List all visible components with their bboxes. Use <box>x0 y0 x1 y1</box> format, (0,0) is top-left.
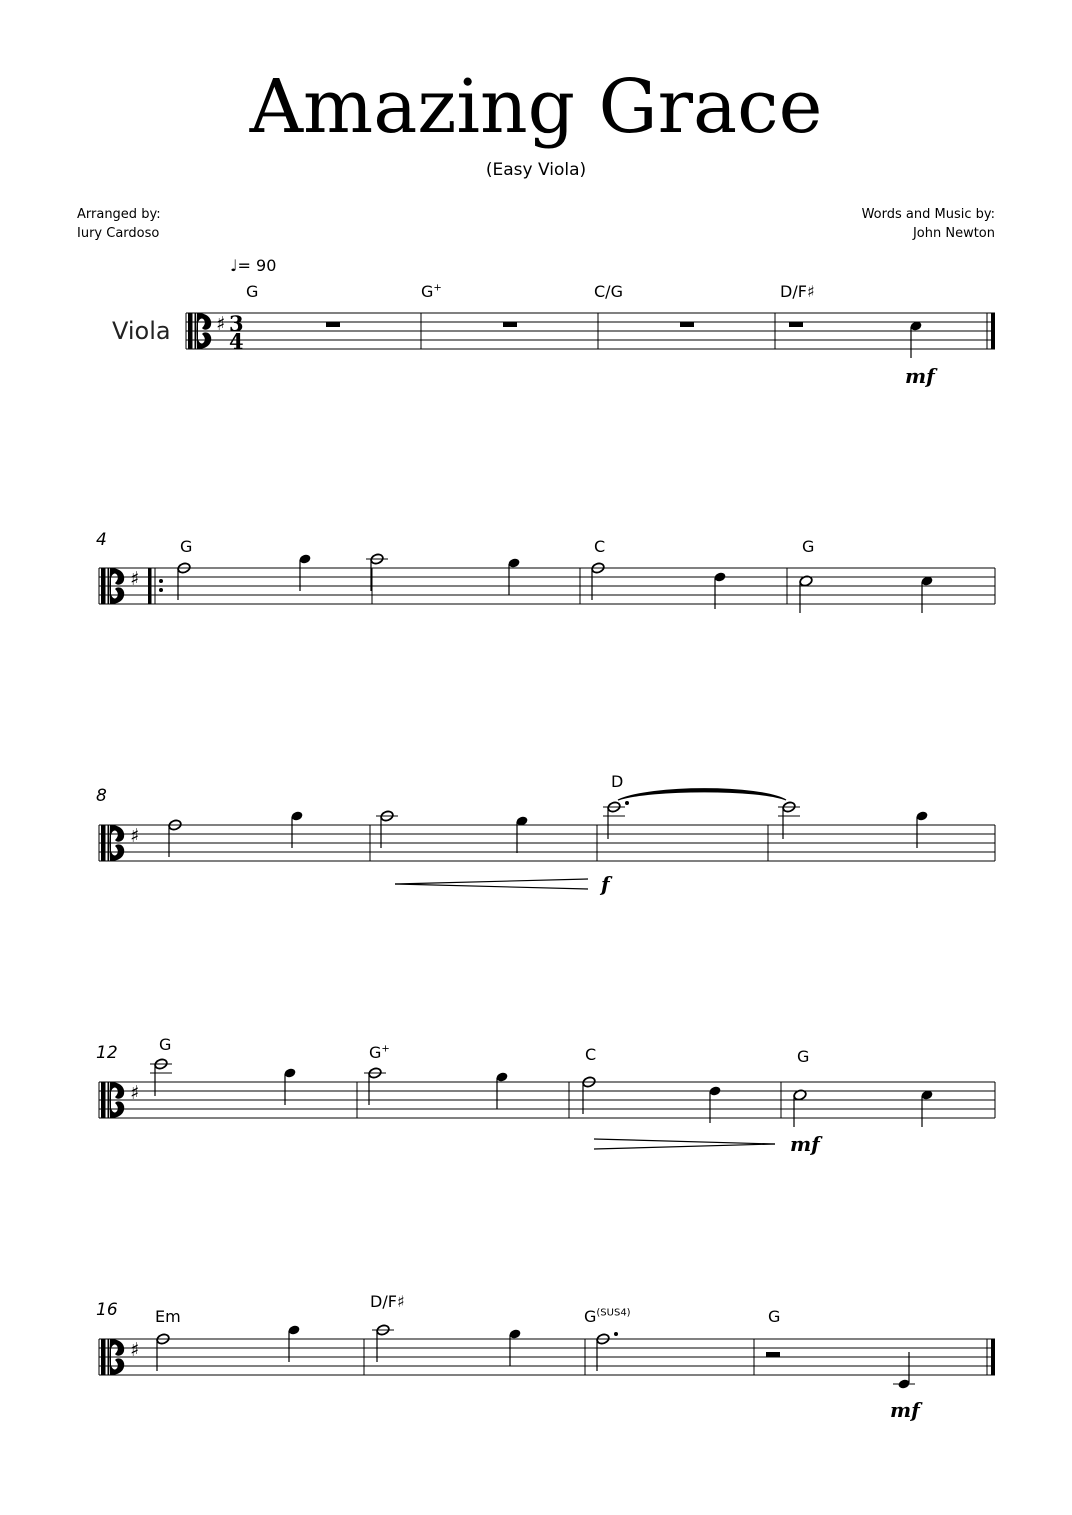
chord-symbol: G <box>802 537 815 556</box>
quarter-note <box>915 810 928 848</box>
key-signature-sharp: ♯ <box>130 825 140 847</box>
chord-symbol: Em <box>155 1307 181 1326</box>
quarter-note <box>283 1067 296 1105</box>
dotted-half-note <box>596 1332 618 1371</box>
quarter-note <box>507 557 520 595</box>
staff-system-3 <box>99 789 995 889</box>
key-signature-sharp: ♯ <box>130 568 140 590</box>
quarter-note <box>287 1324 300 1362</box>
quarter-note <box>495 1071 508 1109</box>
chord-symbol: $G^{(SUS4)}$ <box>584 1307 631 1326</box>
composer-name: John Newton <box>912 226 995 241</box>
half-rest <box>766 1352 780 1357</box>
chord-symbol: G+ <box>369 1043 390 1062</box>
staff-system-4 <box>99 1058 995 1149</box>
quarter-note <box>920 575 933 613</box>
chord-symbol: C <box>594 537 606 556</box>
key-signature-sharp: ♯ <box>130 1339 140 1361</box>
measure-number: 12 <box>96 1043 118 1063</box>
dynamic-mezzo-forte: mf <box>890 1398 920 1422</box>
instrument-name: Viola <box>112 317 171 345</box>
chord-symbol: G <box>159 1035 172 1054</box>
half-note <box>376 810 398 848</box>
quarter-note <box>920 1089 933 1127</box>
chord-symbol: D <box>611 772 624 791</box>
half-note <box>799 575 813 613</box>
tie <box>618 789 786 800</box>
dynamic-mezzo-forte: mf <box>790 1132 820 1156</box>
arranger-name: Iury Cardoso <box>77 226 160 241</box>
page-subtitle: (Easy Viola) <box>485 160 587 180</box>
chord-symbol: G <box>797 1047 810 1066</box>
dynamic-mezzo-forte: mf <box>905 364 935 388</box>
staff-system-5 <box>99 1324 995 1390</box>
crescendo-hairpin <box>395 879 588 889</box>
dynamic-forte: f <box>601 872 610 896</box>
composer-label: Words and Music by: <box>861 207 995 222</box>
page-title: Amazing Grace <box>249 64 823 150</box>
staff-system-1 <box>186 311 995 358</box>
half-note <box>364 1067 386 1105</box>
quarter-note <box>508 1328 521 1366</box>
half-note <box>150 1058 172 1096</box>
half-note <box>778 801 800 839</box>
quarter-note <box>713 571 726 609</box>
measure-number: 16 <box>96 1300 118 1320</box>
chord-symbol: G <box>180 537 193 556</box>
measure-number: 8 <box>96 786 107 806</box>
quarter-note <box>298 553 311 591</box>
staff-system-2 <box>99 553 995 613</box>
chord-symbol: C <box>585 1045 597 1064</box>
time-signature-denominator: 4 <box>229 329 244 354</box>
measure-number: 4 <box>96 530 107 550</box>
key-signature-sharp: ♯ <box>216 313 226 335</box>
final-barline <box>991 313 995 349</box>
half-note <box>366 553 388 591</box>
quarter-note <box>708 1085 721 1123</box>
final-barline <box>991 1339 995 1375</box>
chord-symbol: C/G <box>594 282 623 301</box>
quarter-note <box>909 320 922 358</box>
chord-symbol: D/F♯ <box>370 1292 405 1311</box>
whole-rest <box>326 322 340 327</box>
quarter-note-icon: ♩ <box>230 256 238 275</box>
half-note <box>793 1089 807 1127</box>
arranger-label: Arranged by: <box>77 207 161 222</box>
whole-rest <box>503 322 517 327</box>
dotted-half-note <box>603 801 629 839</box>
time-signature-numerator: 3 <box>229 311 244 336</box>
chord-symbol: G <box>768 1307 781 1326</box>
quarter-note <box>893 1352 915 1390</box>
chord-symbol: G+ <box>421 282 442 301</box>
chord-symbol: G <box>246 282 259 301</box>
chord-symbol: D/F♯ <box>780 282 815 301</box>
whole-rest <box>680 322 694 327</box>
half-note <box>372 1324 394 1362</box>
key-signature-sharp: ♯ <box>130 1082 140 1104</box>
tempo-value: = 90 <box>237 256 277 275</box>
quarter-note <box>290 810 303 848</box>
half-rest <box>789 322 803 327</box>
decrescendo-hairpin <box>594 1139 775 1149</box>
